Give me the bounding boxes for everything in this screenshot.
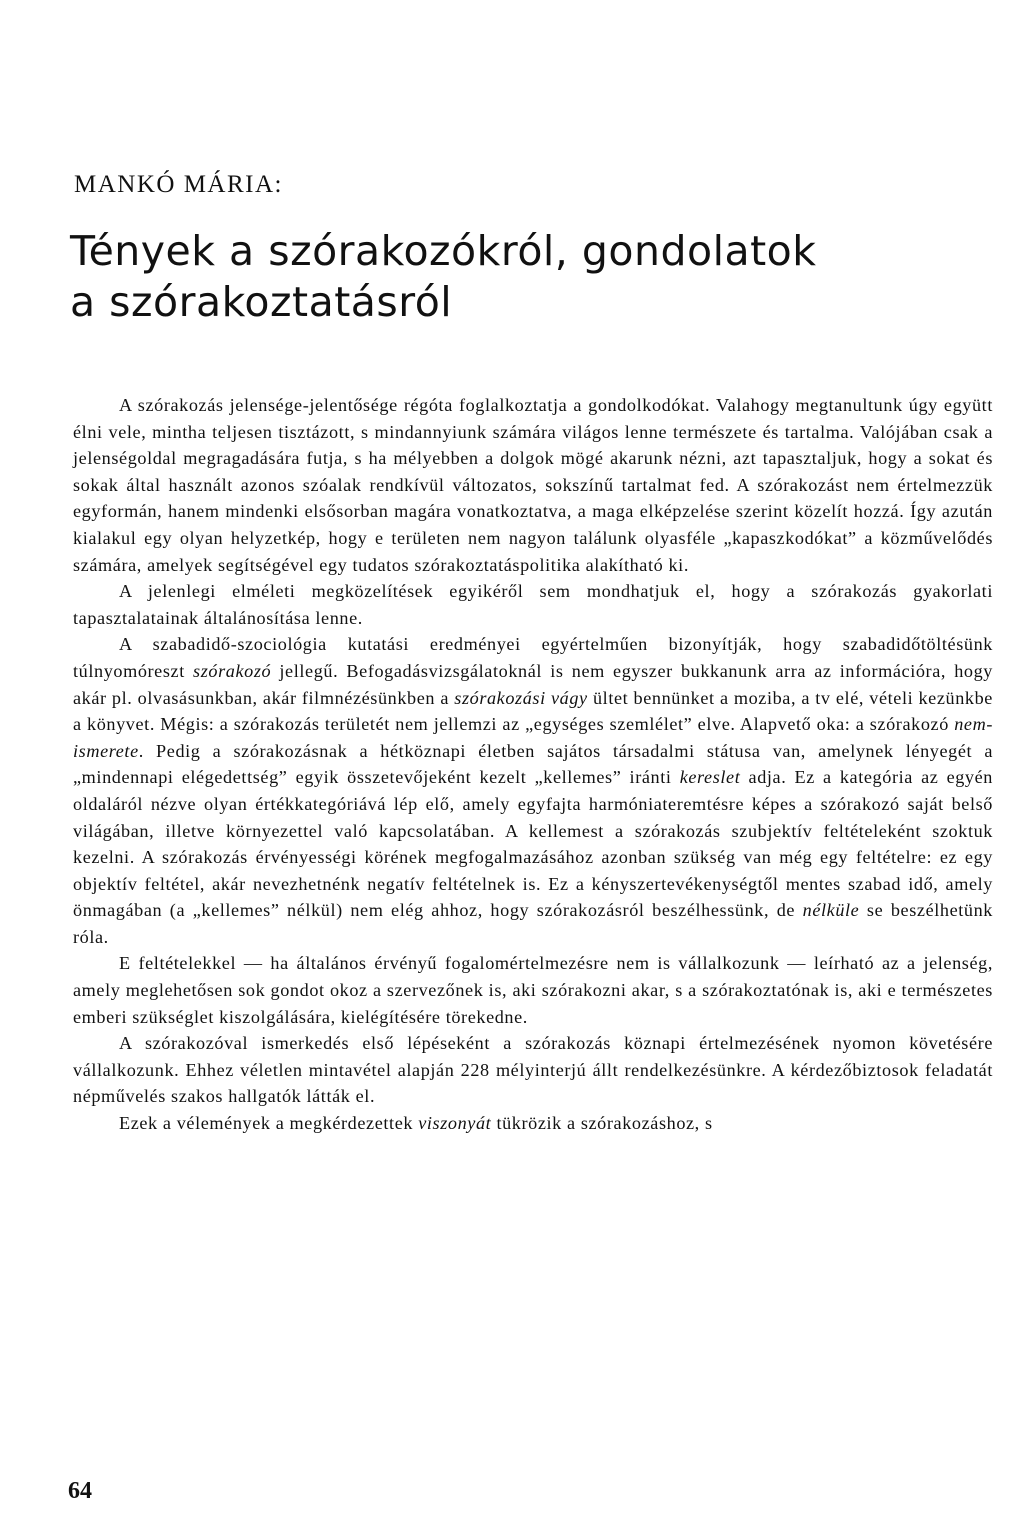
emphasis-viszonyat: viszonyát — [418, 1113, 492, 1134]
emphasis-szorakozo: szórakozó — [193, 660, 272, 681]
paragraph-text: Ezek a vélemények a megkérdezettek — [119, 1113, 419, 1134]
paragraph-3 — [73, 631, 993, 950]
paragraph-text: A szabadidő-szociológia kutatási eredményei egyértelműen bizonyítják, hogy szabadidőtöltésünk túlnyomóreszt — [73, 634, 993, 681]
paragraph-text: tükrözik a szórakozáshoz, s — [491, 1113, 713, 1134]
paragraph-text: A jelenlegi elméleti megközelítések egyikéről sem mondhatjuk el, hogy a szórakozás gyakorlati tapasztalatainak általánosítása lenne. — [73, 581, 993, 628]
paragraph-1 — [73, 392, 993, 578]
article-body — [73, 392, 993, 1137]
title-line-2: a szórakoztatásról — [70, 278, 453, 326]
emphasis-nem-ismerete: nem-ismerete — [73, 714, 993, 761]
paragraph-4 — [73, 950, 993, 1030]
paragraph-text: adja. Ez a kategória az egyén oldaláról nézve olyan értékkategóriává lép elő, amely egyfajta harmóniateremtésre képes a szórakozó saját belső világában, illetve környezettel való kapcsolatában. A kellemest a szórakozás szubjektív feltételeként szoktuk kezelni. A szórakozás érvényességi körének megfogalmazásához azonban szükség van még egy feltételre: ez egy objektív feltétel, akár nevezhetnénk negatív feltételnek is. Ez a kényszertevékenységtől mentes szabad idő, amely önmagában (a „kellemes” nélkül) nem elég ahhoz, hogy szórakozásról beszélhessünk, de — [73, 767, 993, 921]
emphasis-kereslet: kereslet — [679, 767, 741, 788]
paragraph-text: se beszélhetünk róla. — [73, 900, 993, 947]
paragraph-text: A szórakozóval ismerkedés első lépéseként a szórakozás köznapi értelmezésének nyomon követésére vállalkozunk. Ehhez véletlen mintavétel alapján 228 mélyinterjú állt rendelkezésünkre. A kérdezőbiztosok feladatát népművelés szakos hallgatók látták el. — [73, 1033, 993, 1107]
emphasis-szorakozasi-vagy: szórakozási vágy — [454, 687, 588, 708]
article-title — [70, 226, 970, 328]
paragraph-text: ültet bennünket a moziba, a tv elé, vételi kezünkbe a könyvet. Mégis: a szórakozás területét nem jellemzi az „egységes szemlélet” elve. Alapvető oka: a szórakozó — [73, 687, 993, 735]
paragraph-6 — [73, 1110, 993, 1137]
page-number: 64 — [68, 1478, 92, 1504]
paragraph-text: A szórakozás jelensége-jelentősége régóta foglalkoztatja a gondolkodókat. Valahogy megtanultunk úgy együtt élni vele, mintha teljesen tisztázott, s mindannyiunk számára világos lenne természete és tartalma. Valójában csak a jelenségoldal megragadására futja, s ha mélyebben a dolgok mögé akarunk nézni, azt tapasztaljuk, hogy a sokat és sokak által használt azonos szóalak rendkívül változatos, sokszínű tartalmat fed. A szórakozást nem értelmezzük egyformán, hanem mindenki elsősorban magára vonatkoztatva, a maga elképzelése szerint közelít hozzá. Így azután kialakul egy olyan helyzetkép, hogy e területen nem nagyon találunk olyasféle „kapaszkodókat” a közművelődés számára, amelyek segítségével egy tudatos szórakoztatáspolitika alakítható ki. — [73, 395, 993, 575]
paragraph-2 — [73, 578, 993, 631]
paragraph-text: jellegű. Befogadásvizsgálatoknál is nem egyszer bukkanunk arra az információra, hogy akár pl. olvasásunkban, akár filmnézésünkben a — [73, 660, 993, 708]
paragraph-text: E feltételekkel — ha általános érvényű fogalomértelmezésre nem is vállalkozunk — leírható az a jelenség, amely meglehetősen sok gondot okoz a szervezőnek is, aki szórakozni akar, s a szórakoztatónak is, aki e természetes emberi szükséglet kiszolgálására, kielégítésére törekedne. — [73, 953, 993, 1027]
emphasis-nelkule: nélküle — [802, 900, 860, 921]
paragraph-5 — [73, 1030, 993, 1110]
title-line-1: Tények a szórakozókról, gondolatok — [70, 227, 817, 275]
paragraph-text: . Pedig a szórakozásnak a hétköznapi életben sajátos társadalmi státusa van, amelynek lényegét a „mindennapi elégedettség” egyik összetevőjeként kezelt „kellemes” iránti — [73, 740, 993, 788]
author-name: MANKÓ MÁRIA: — [74, 171, 283, 198]
